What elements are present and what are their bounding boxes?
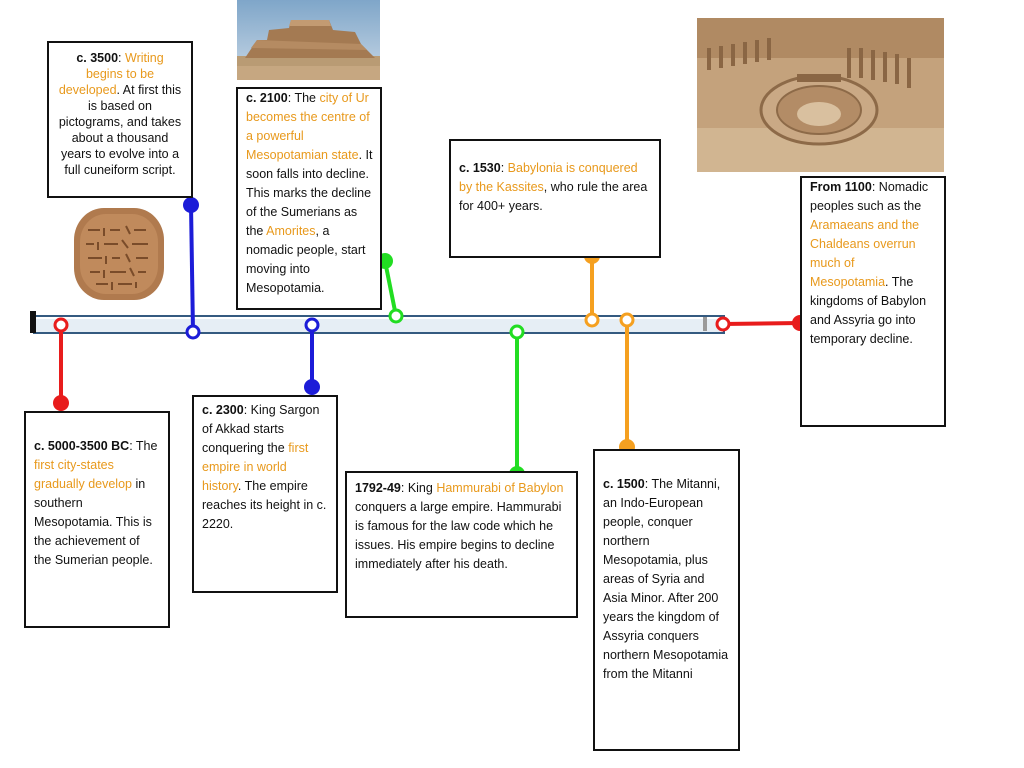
event-card-1100 [800,176,946,427]
event-text: : King Sargon of Akkad starts conquering the [202,403,320,455]
marker-2300-ring [306,319,318,331]
event-text: : The [129,439,158,453]
event-date: 1792-49 [355,481,401,495]
event-text: : The Mitanni, an Indo-European people, conquer northern Mesopotamia, plus areas of Syria and Asia Minor. After 200 years the kingdom of Assyria conquers northern Mesopotamia from the Mitanni [603,477,729,681]
marker-3500-ring [187,326,199,338]
event-card-1530 [449,139,661,258]
event-card-2300 [192,395,338,593]
marker-5000bc-dot [53,395,69,411]
marker-1500-ring [621,314,633,326]
event-text: : Nomadic peoples such as the [810,180,929,213]
event-highlight: city of Ur becomes the centre of a powerful Mesopotamian state [246,91,370,162]
cuneiform-tablet-photo [70,204,168,302]
event-highlight: Amorites [266,224,316,238]
event-date: From 1100 [810,180,872,194]
event-text: . It soon falls into decline. This marks the decline of the Sumerians as the [246,148,373,238]
connector-1100 [723,323,800,324]
event-text: . The empire reaches its height in c. 2220. [202,479,327,531]
event-text: , a nomadic people, start moving into Mesopotamia. [246,224,366,295]
event-text: : [500,161,508,175]
event-text: . At first this is based on pictograms, and takes about a thousand years to evolve into a full cuneiform script. [58,83,182,177]
event-date: c. 2100 [246,91,288,105]
event-date: c. 1500 [603,477,645,491]
event-date: c. 2300 [202,403,244,417]
ziggurat-photo [237,0,380,80]
event-card-1500 [593,449,740,751]
marker-3500-dot [183,197,199,213]
marker-1792-ring [511,326,523,338]
event-text: , who rule the area for 400+ years. [459,180,648,213]
event-text: conquers a large empire. Hammurabi is famous for the law code which he issues. His empire begins to decline immediately after his death. [355,500,562,571]
event-text: in southern Mesopotamia. This is the achievement of the Sumerian people. [34,477,153,567]
event-text: : King [400,481,437,495]
event-highlight: first city-states gradually develop [34,458,132,491]
event-date: c. 3500 [76,51,119,65]
event-card-1792 [345,471,578,618]
marker-2300-dot [304,379,320,395]
event-date: c. 5000-3500 BC [34,439,130,453]
event-card-5000bc [24,411,170,628]
event-highlight: Writing begins to be developed [58,51,164,97]
connector-3500 [191,205,193,332]
event-card-3500 [47,41,193,198]
event-text: : [118,51,125,65]
marker-2100-ring [390,310,402,322]
event-highlight: Hammurabi of Babylon [436,481,564,495]
event-card-2100 [236,87,382,310]
ruins-aerial-photo [697,18,944,172]
marker-1100-ring [717,318,729,330]
timeline-end-cap [703,317,707,331]
event-highlight: first empire in world history [202,441,309,493]
timeline-start-cap [30,311,36,333]
marker-5000bc-ring [55,319,67,331]
event-text: . The kingdoms of Babylon and Assyria go into temporary decline. [810,275,927,346]
event-text: : The [287,91,320,105]
marker-1530-ring [586,314,598,326]
event-highlight: Aramaeans and the Chaldeans overrun much of Mesopotamia [810,218,920,289]
event-date: c. 1530 [459,161,501,175]
connector-2100 [385,261,396,316]
event-highlight: Babylonia is conquered by the Kassites [459,161,638,194]
